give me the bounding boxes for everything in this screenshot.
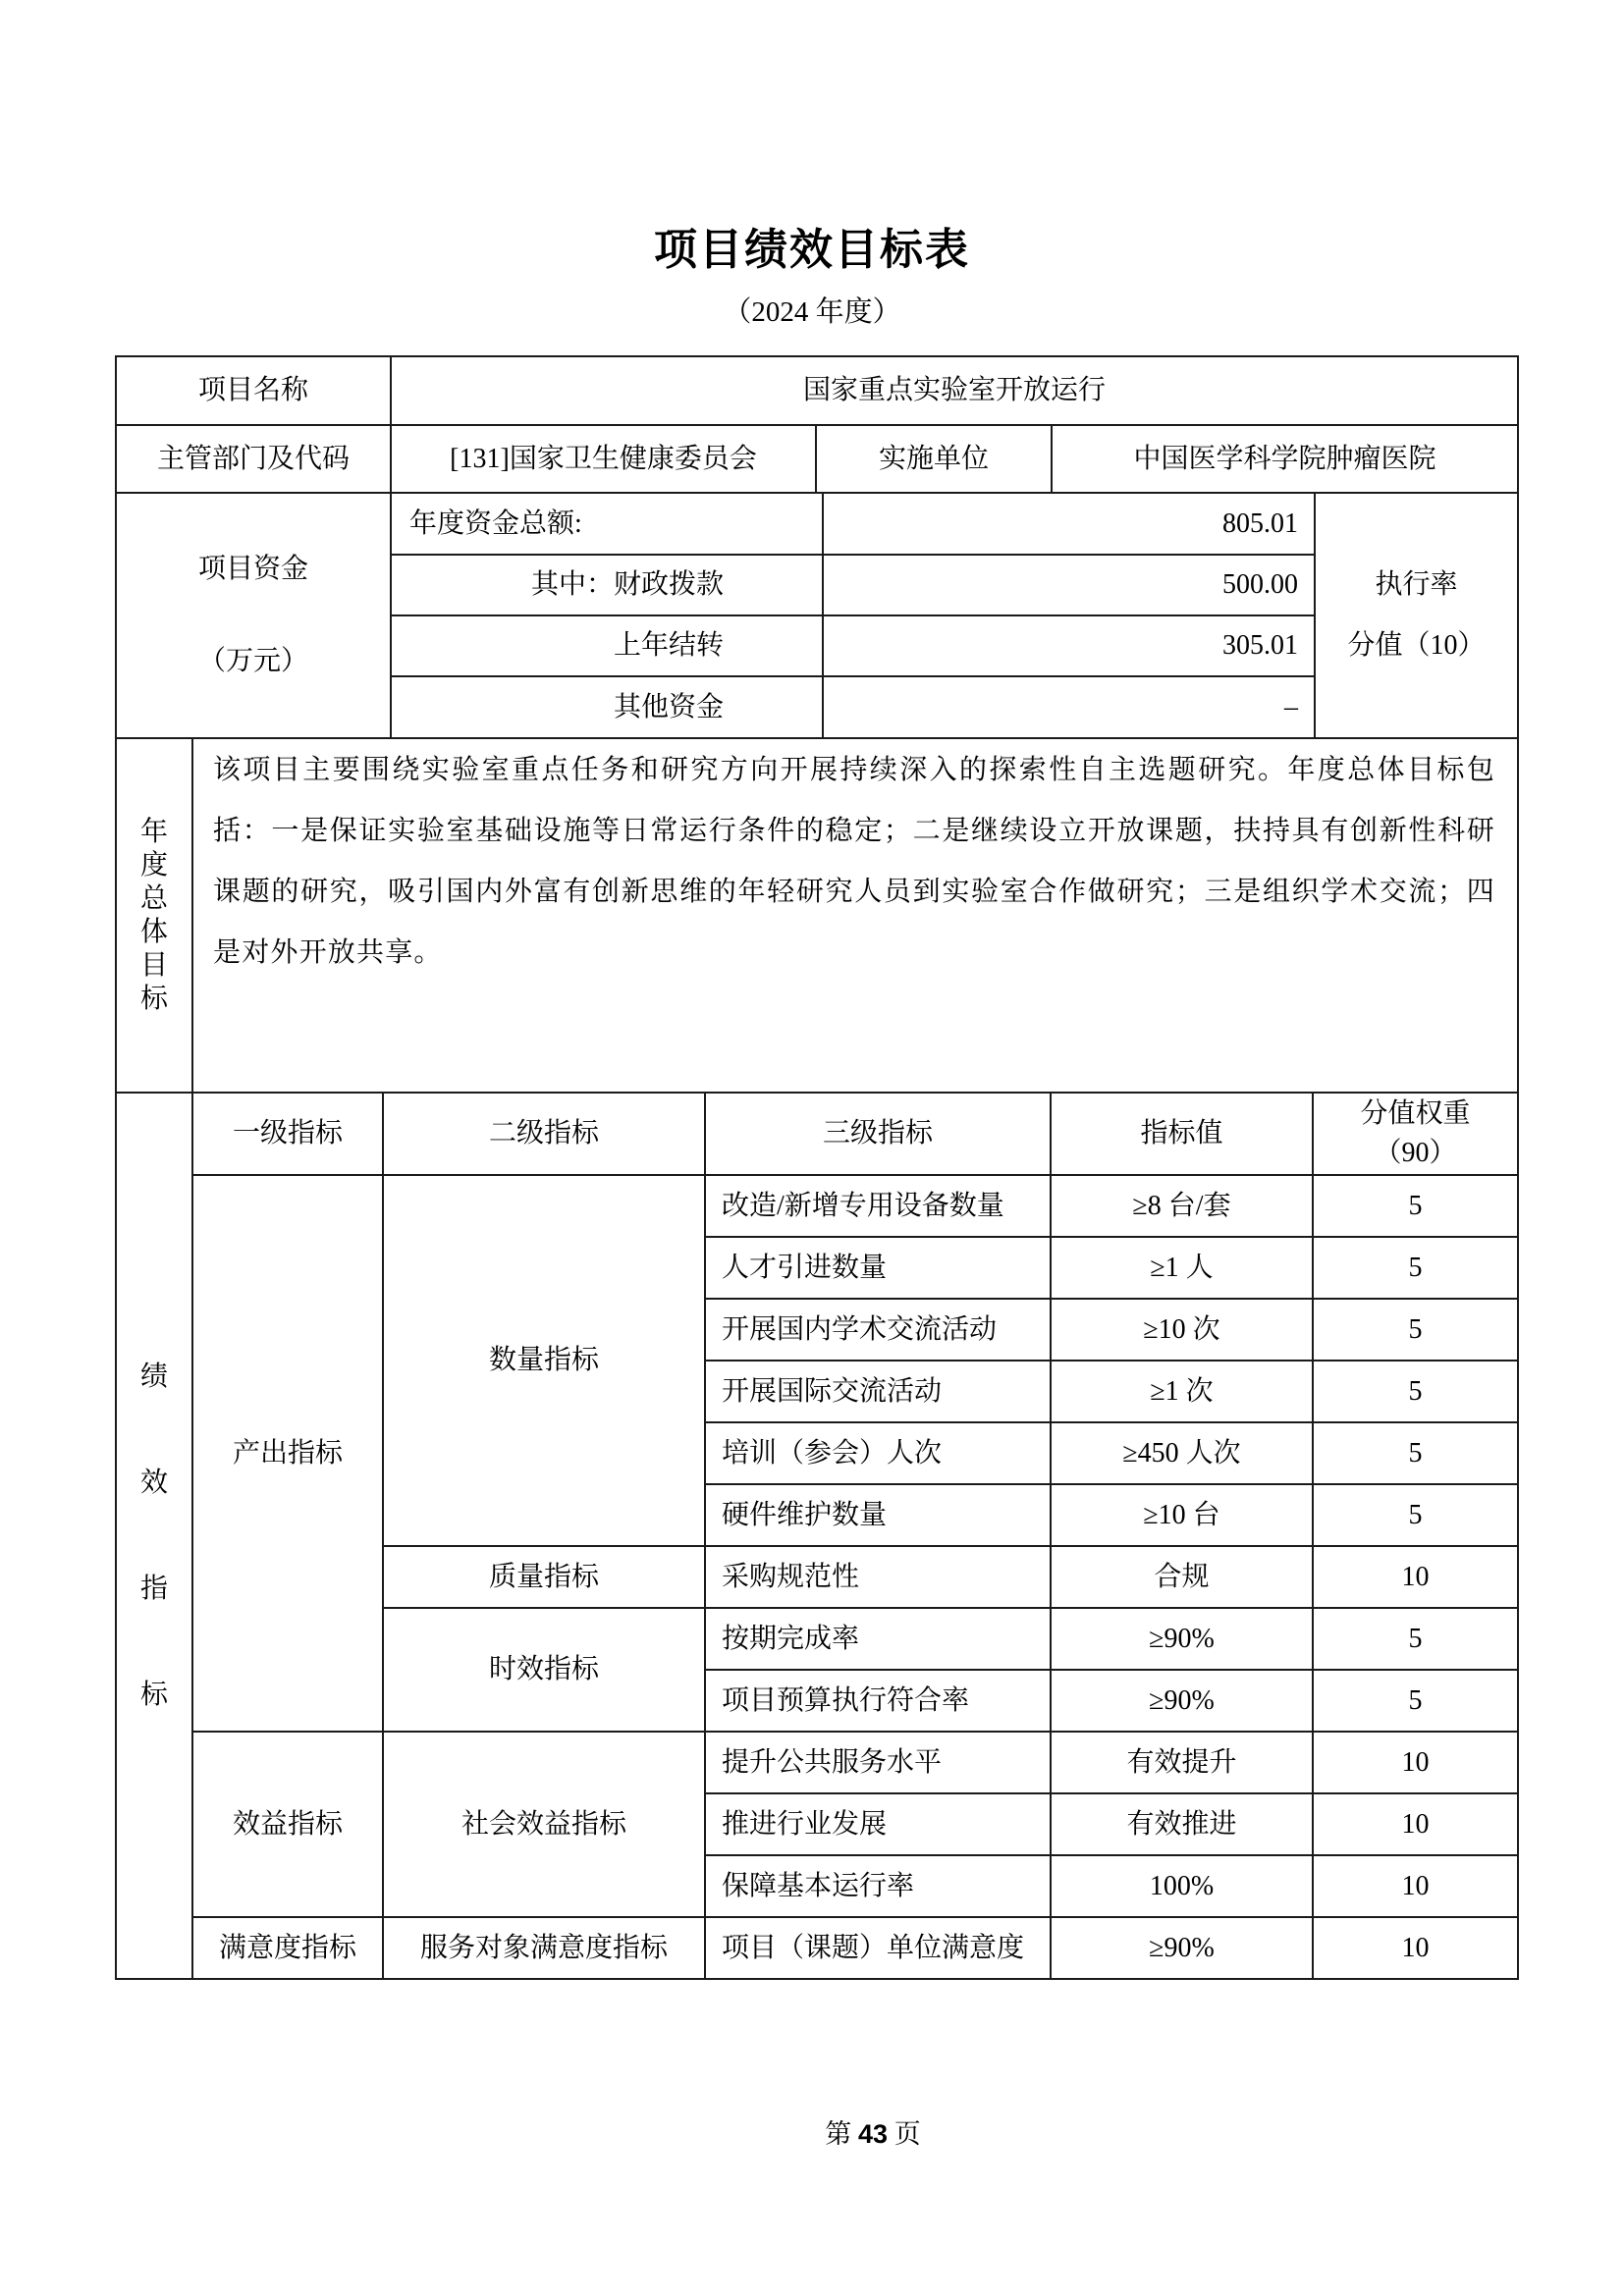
level1-benefit: 效益指标 (192, 1732, 383, 1917)
indicator-target: 有效推进 (1051, 1793, 1313, 1855)
page-title: 项目绩效目标表 (654, 226, 970, 274)
dept-label-cell: 主管部门及代码 (116, 425, 391, 493)
header-target: 指标值 (1051, 1093, 1313, 1175)
funding-fiscal-value-cell: 500.00 (823, 555, 1315, 615)
level2-timeliness: 时效指标 (383, 1608, 705, 1732)
indicator-score: 10 (1313, 1732, 1518, 1793)
indicator-name: 改造/新增专用设备数量 (705, 1175, 1051, 1237)
indicator-target: 有效提升 (1051, 1732, 1313, 1793)
indicator-target: ≥1 人 (1051, 1237, 1313, 1299)
execution-rate-line2: 分值（10） (1347, 630, 1486, 661)
indicator-score: 5 (1313, 1422, 1518, 1484)
indicator-target: ≥90% (1051, 1608, 1313, 1670)
indicator-name: 项目预算执行符合率 (705, 1670, 1051, 1732)
funding-label-line2: （万元） (197, 646, 308, 676)
funding-label-line1: 项目资金 (197, 554, 308, 584)
indicator-score: 10 (1313, 1793, 1518, 1855)
project-name-label-cell: 项目名称 (116, 356, 391, 425)
level1-satisfaction: 满意度指标 (192, 1917, 383, 1979)
indicator-target: ≥10 台 (1051, 1484, 1313, 1546)
funding-fiscal-label-cell: 其中：财政拨款 (391, 555, 823, 615)
funding-section (115, 492, 1519, 739)
level2-quality: 质量指标 (383, 1546, 705, 1608)
department-row (115, 424, 1519, 494)
indicator-target: 100% (1051, 1855, 1313, 1917)
impl-unit-label-cell: 实施单位 (816, 425, 1052, 493)
indicator-target: 合规 (1051, 1546, 1313, 1608)
funding-total-label-cell: 年度资金总额: (391, 493, 823, 555)
annual-goal-side-label: 年 度 总 体 目 标 (116, 738, 192, 1093)
indicator-target: ≥90% (1051, 1670, 1313, 1732)
indicator-score: 5 (1313, 1608, 1518, 1670)
funding-carryover-value-cell: 305.01 (823, 615, 1315, 676)
funding-label-cell (116, 493, 391, 738)
indicator-score: 10 (1313, 1546, 1518, 1608)
indicator-target: ≥8 台/套 (1051, 1175, 1313, 1237)
indicator-score: 5 (1313, 1361, 1518, 1422)
indicator-score: 5 (1313, 1484, 1518, 1546)
indicator-name: 硬件维护数量 (705, 1484, 1051, 1546)
indicator-score: 5 (1313, 1175, 1518, 1237)
funding-carryover-label-cell: 上年结转 (391, 615, 823, 676)
indicator-score: 5 (1313, 1670, 1518, 1732)
execution-rate-cell (1315, 493, 1518, 738)
indicators-section (115, 1092, 1519, 1980)
table-row (116, 1917, 1518, 1979)
indicator-name: 推进行业发展 (705, 1793, 1051, 1855)
indicator-name: 保障基本运行率 (705, 1855, 1051, 1917)
execution-rate-line1: 执行率 (1375, 569, 1458, 600)
project-name-value-cell: 国家重点实验室开放运行 (391, 356, 1518, 425)
page-footer: 第 43 页 (825, 2119, 921, 2149)
indicator-score: 10 (1313, 1855, 1518, 1917)
page-number: 43 (857, 2119, 889, 2149)
annual-goal-section (115, 737, 1519, 1094)
indicator-name: 开展国际交流活动 (705, 1361, 1051, 1422)
indicator-score: 5 (1313, 1237, 1518, 1299)
annual-goal-text-cell (192, 738, 1518, 1093)
funding-total-value-cell: 805.01 (823, 493, 1315, 555)
header-level3: 三级指标 (705, 1093, 1051, 1175)
dept-value-cell: [131]国家卫生健康委员会 (391, 425, 816, 493)
indicator-target: ≥10 次 (1051, 1299, 1313, 1361)
header-level2: 二级指标 (383, 1093, 705, 1175)
performance-target-table (115, 355, 1517, 1980)
annual-goal-text: 该项目主要围绕实验室重点任务和研究方向开展持续深入的探索性自主选题研究。年度总体目标包括：一是保证实验室基础设施等日常运行条件的稳定；二是继续设立开放课题，扶持具有创新性科研课题的研究，吸引国内外富有创新思维的年轻研究人员到实验室合作做研究；三是组织学术交流；四是对外开放共享。 (213, 755, 1495, 968)
indicator-score: 10 (1313, 1917, 1518, 1979)
indicator-name: 项目（课题）单位满意度 (705, 1917, 1051, 1979)
indicator-target: ≥1 次 (1051, 1361, 1313, 1422)
indicator-name: 按期完成率 (705, 1608, 1051, 1670)
indicator-name: 开展国内学术交流活动 (705, 1299, 1051, 1361)
indicator-name: 提升公共服务水平 (705, 1732, 1051, 1793)
table-row (116, 1732, 1518, 1793)
indicator-name: 培训（参会）人次 (705, 1422, 1051, 1484)
table-row (116, 1175, 1518, 1237)
indicator-target: ≥450 人次 (1051, 1422, 1313, 1484)
indicator-target: ≥90% (1051, 1917, 1313, 1979)
impl-unit-value-cell: 中国医学科学院肿瘤医院 (1052, 425, 1518, 493)
indicator-name: 采购规范性 (705, 1546, 1051, 1608)
indicators-side-label: 绩 效 指 标 (116, 1093, 192, 1979)
indicator-score: 5 (1313, 1299, 1518, 1361)
funding-other-label-cell: 其他资金 (391, 676, 823, 738)
header-score: 分值权重 （90） (1313, 1093, 1518, 1175)
level2-quantity: 数量指标 (383, 1175, 705, 1546)
level2-social-benefit: 社会效益指标 (383, 1732, 705, 1917)
level1-output: 产出指标 (192, 1175, 383, 1732)
funding-other-value-cell: – (823, 676, 1315, 738)
indicator-name: 人才引进数量 (705, 1237, 1051, 1299)
header-level1: 一级指标 (192, 1093, 383, 1175)
project-name-row (115, 355, 1519, 426)
page-subtitle: （2024 年度） (723, 296, 901, 328)
level2-service-satisfaction: 服务对象满意度指标 (383, 1917, 705, 1979)
